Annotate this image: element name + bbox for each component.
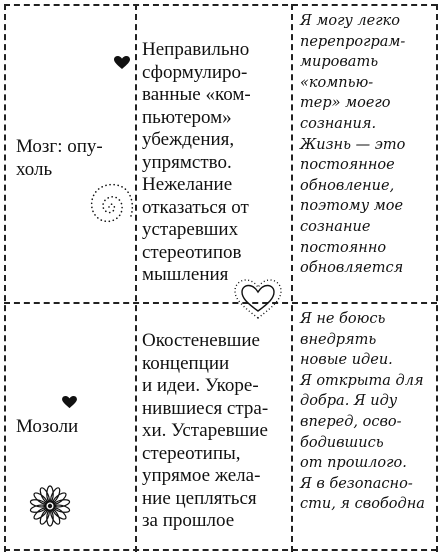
- row-2-problem: [16, 416, 131, 439]
- text-line: тер» моего: [300, 95, 391, 112]
- heart-icon: [62, 396, 77, 409]
- text-line: новые идеи.: [300, 352, 393, 369]
- text-line: Жизнь — это: [300, 136, 406, 153]
- text-line: вперед, осво-: [300, 413, 402, 430]
- text-line: сформулиро-: [142, 61, 248, 83]
- problem-text: [16, 136, 131, 181]
- text-line: хи. Устаревшие: [142, 420, 268, 441]
- cause-text: [142, 39, 288, 287]
- row-1-problem: [16, 136, 131, 181]
- text-line: холь: [16, 158, 53, 180]
- row-2-affirmation: [300, 309, 434, 515]
- text-line: постоянное: [300, 157, 395, 174]
- text-line: устаревших: [142, 219, 239, 240]
- text-line: от прошлого.: [300, 455, 407, 472]
- row-1-cause: [142, 39, 288, 287]
- text-line: добра. Я иду: [300, 393, 398, 410]
- text-line: сознание: [300, 218, 371, 235]
- text-line: сти, я свободна: [300, 496, 425, 513]
- text-line: внедрять: [300, 331, 377, 348]
- cause-text: [142, 330, 288, 533]
- spiral-dots-icon: [82, 178, 136, 236]
- text-line: мышления: [142, 264, 229, 285]
- text-line: перепрограм-: [300, 33, 406, 50]
- text-line: и идеи. Укоре-: [142, 375, 259, 396]
- text-line: Я в безопасно-: [300, 475, 413, 492]
- grid-top-border: [4, 4, 437, 6]
- row-2-cause: [142, 330, 288, 533]
- text-line: сознания.: [300, 115, 377, 132]
- text-line: стереотипы,: [142, 442, 241, 464]
- text-line: Мозг: опу-: [16, 136, 103, 157]
- grid-right-border: [436, 4, 438, 552]
- grid-divider-1: [135, 4, 137, 552]
- text-line: бодившись: [300, 434, 384, 451]
- grid-divider-2: [291, 4, 293, 552]
- text-line: Я открыта для: [300, 372, 424, 389]
- text-line: постоянно: [300, 239, 387, 256]
- text-line: Неправильно: [142, 39, 250, 60]
- row-1-affirmation: [300, 11, 434, 279]
- text-line: убеждения,: [142, 129, 235, 150]
- affirmation-text: [300, 11, 434, 279]
- text-line: ванные «ком-: [142, 84, 251, 105]
- text-line: отказаться от: [142, 196, 249, 218]
- heart-icon: [114, 56, 130, 70]
- text-line: Я не боюсь: [300, 311, 386, 327]
- problem-text: [16, 416, 131, 439]
- text-line: Нежелание: [142, 174, 233, 195]
- text-line: «компью-: [300, 74, 374, 91]
- text-line: концепции: [142, 352, 230, 374]
- text-line: Мозоли: [16, 416, 79, 437]
- text-line: Окостеневшие: [142, 330, 260, 351]
- text-line: пьютером»: [142, 106, 232, 128]
- text-line: обновляется: [300, 260, 404, 277]
- grid-left-border: [4, 4, 6, 552]
- text-line: упрямство.: [142, 151, 232, 173]
- text-line: нившиеся стра-: [142, 397, 269, 419]
- text-line: упрямое жела-: [142, 465, 261, 486]
- affirmation-text: [300, 309, 434, 515]
- daisy-flower-icon: [28, 484, 72, 528]
- double-heart-icon: [232, 278, 284, 320]
- text-line: обновление,: [300, 177, 395, 194]
- text-line: поэтому мое: [300, 198, 404, 215]
- text-line: Я могу легко: [300, 13, 400, 29]
- text-line: за прошлое: [142, 510, 235, 531]
- text-line: мировать: [300, 54, 379, 71]
- text-line: ние цепляться: [142, 487, 257, 509]
- text-line: стереотипов: [142, 241, 242, 263]
- grid-bottom-border: [4, 549, 437, 551]
- grid-row-divider: [4, 302, 437, 304]
